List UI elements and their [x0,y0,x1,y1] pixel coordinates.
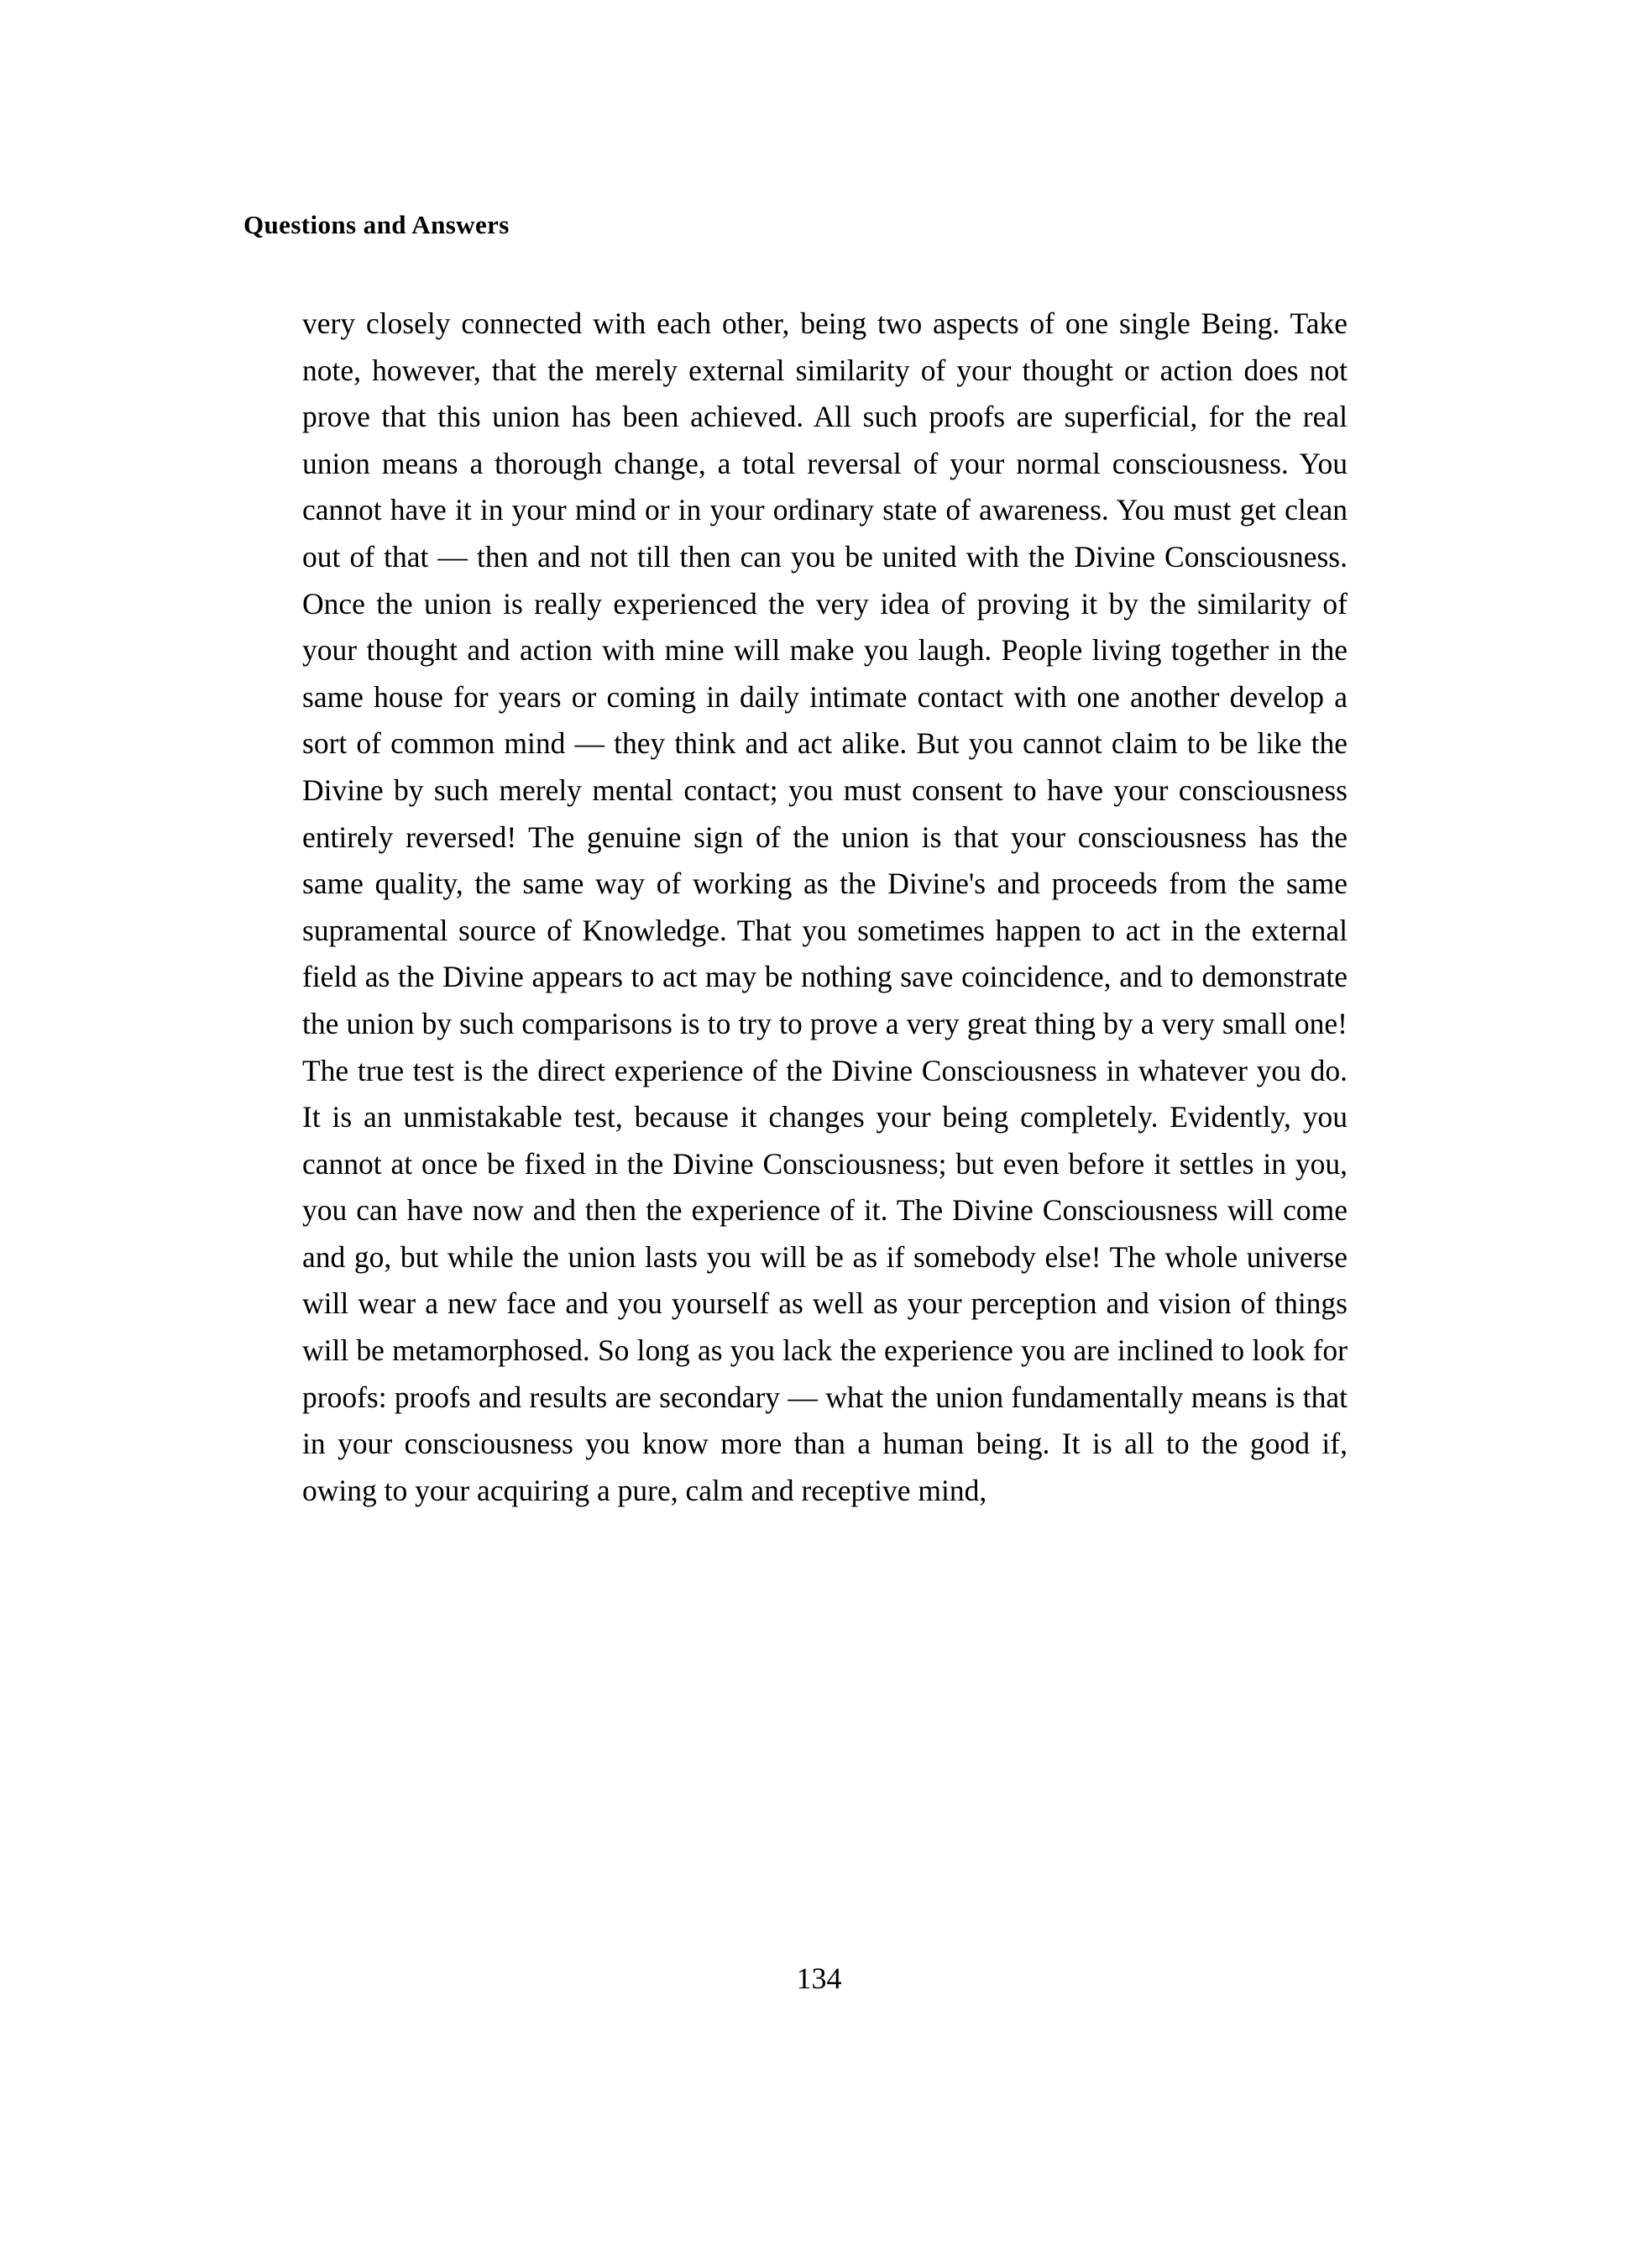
page-number: 134 [796,1962,842,1995]
body-text-block [302,301,1348,1514]
running-head: Questions and Answers [243,210,510,239]
body-paragraph: very closely connected with each other, being two aspects of one single Being. Take note, however, that the merely external similarity of your thought or action does not prove that this union has been achieved. All such proofs are superficial, for the real union means a thorough change, a total reversal of your normal consciousness. You cannot have it in your mind or in your ordinary state of awareness. You must get clean out of that — then and not till then can you be united with the Divine Consciousness. Once the union is really experienced the very idea of proving it by the similarity of your thought and action with mine will make you laugh. People living together in the same house for years or coming in daily intimate contact with one another develop a sort of common mind — they think and act alike. But you cannot claim to be like the Divine by such merely mental contact; you must consent to have your consciousness entirely reversed! The genuine sign of the union is that your consciousness has the same quality, the same way of working as the Divine's and proceeds from the same supramental source of Knowledge. That you sometimes happen to act in the external field as the Divine appears to act may be nothing save coincidence, and to demonstrate the union by such comparisons is to try to prove a very great thing by a very small one! The true test is the direct experience of the Divine Consciousness in whatever you do. It is an unmistakable test, because it changes your being completely. Evidently, you cannot at once be fixed in the Divine Consciousness; but even before it settles in you, you can have now and then the experience of it. The Divine Consciousness will come and go, but while the union lasts you will be as if somebody else! The whole universe will wear a new face and you yourself as well as your perception and vision of things will be metamorphosed. So long as you lack the experience you are inclined to look for proofs: proofs and results are secondary — what the union fundamentally means is that in your consciousness you know more than a human being. It is all to the good if, owing to your acquiring a pure, calm and receptive mind, [302,306,1348,1507]
